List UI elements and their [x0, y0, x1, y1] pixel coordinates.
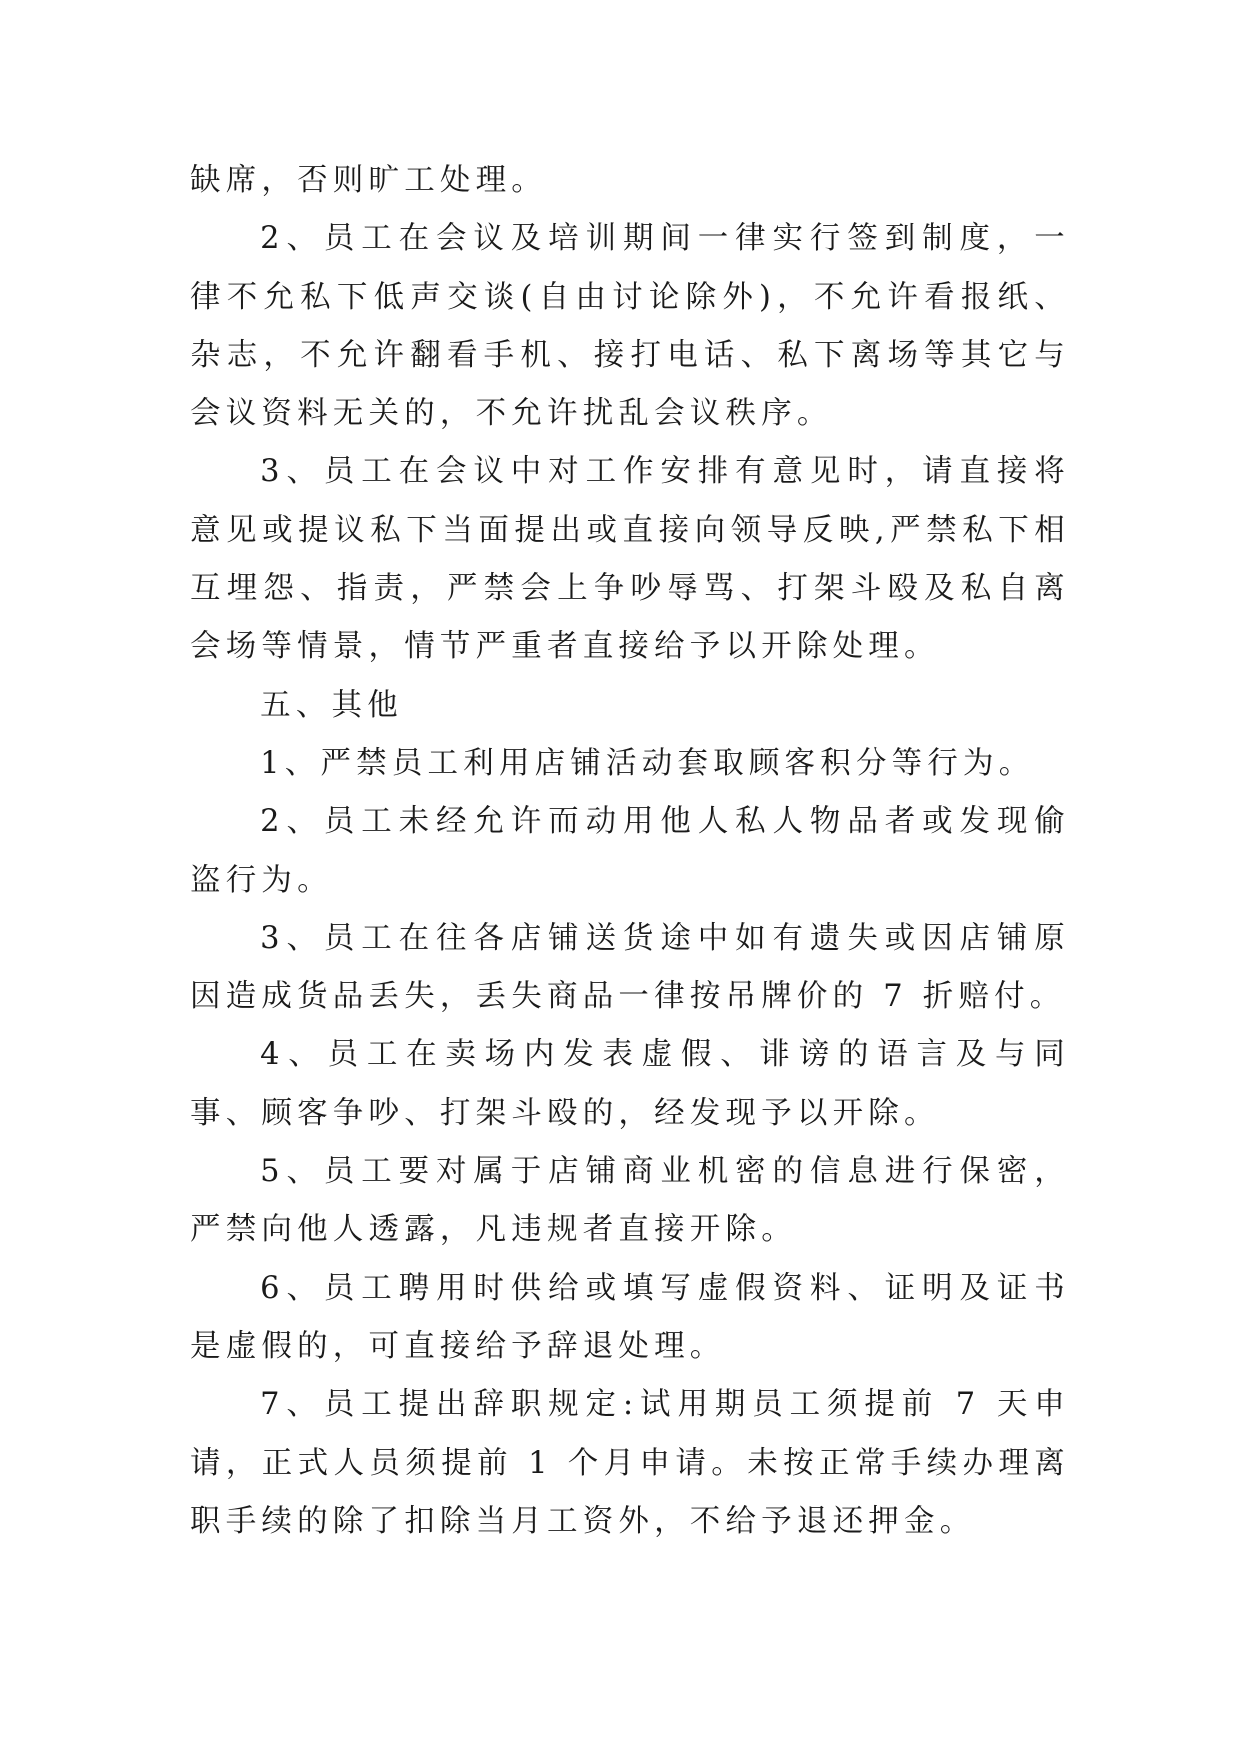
- document-body: [190, 152, 1070, 1551]
- paragraph-other-rule-3: 3、员工在往各店铺送货途中如有遗失或因店铺原因造成货品丢失，丢失商品一律按吊牌价的 7 折赔付。: [190, 920, 1070, 1015]
- paragraph-other-rule-7: 7、员工提出辞职规定:试用期员工须提前 7 天申请，正式人员须提前 1 个月申请。未按正常手续办理离职手续的除了扣除当月工资外，不给予退还押金。: [190, 1387, 1070, 1539]
- paragraph-other-rule-4: 4、员工在卖场内发表虚假、诽谤的语言及与同事、顾客争吵、打架斗殴的，经发现予以开除。: [190, 1037, 1070, 1131]
- paragraph-other-rule-6: 6、员工聘用时供给或填写虚假资料、证明及证书是虚假的，可直接给予辞退处理。: [190, 1270, 1070, 1364]
- paragraph-other-rule-1: 1、严禁员工利用店铺活动套取顾客积分等行为。: [260, 745, 1035, 781]
- section-heading-other: 五、其他: [260, 687, 403, 723]
- paragraph-meeting-rule-2: 2、员工在会议及培训期间一律实行签到制度，一律不允私下低声交谈(自由讨论除外)，不允许看报纸、杂志，不允许翻看手机、接打电话、私下离场等其它与会议资料无关的，不允许扰乱会议秩序。: [190, 221, 1070, 432]
- paragraph-other-rule-2: 2、员工未经允许而动用他人私人物品者或发现偷盗行为。: [190, 804, 1070, 898]
- paragraph-meeting-rule-3: 3、员工在会议中对工作安排有意见时，请直接将意见或提议私下当面提出或直接向领导反映,严禁私下相互埋怨、指责，严禁会上争吵辱骂、打架斗殴及私自离会场等情景，情节严重者直接给予以开除处理。: [190, 454, 1070, 665]
- paragraph-other-rule-5: 5、员工要对属于店铺商业机密的信息进行保密，严禁向他人透露，凡违规者直接开除。: [190, 1154, 1070, 1248]
- paragraph-continuation: 缺席，否则旷工处理。: [190, 163, 547, 198]
